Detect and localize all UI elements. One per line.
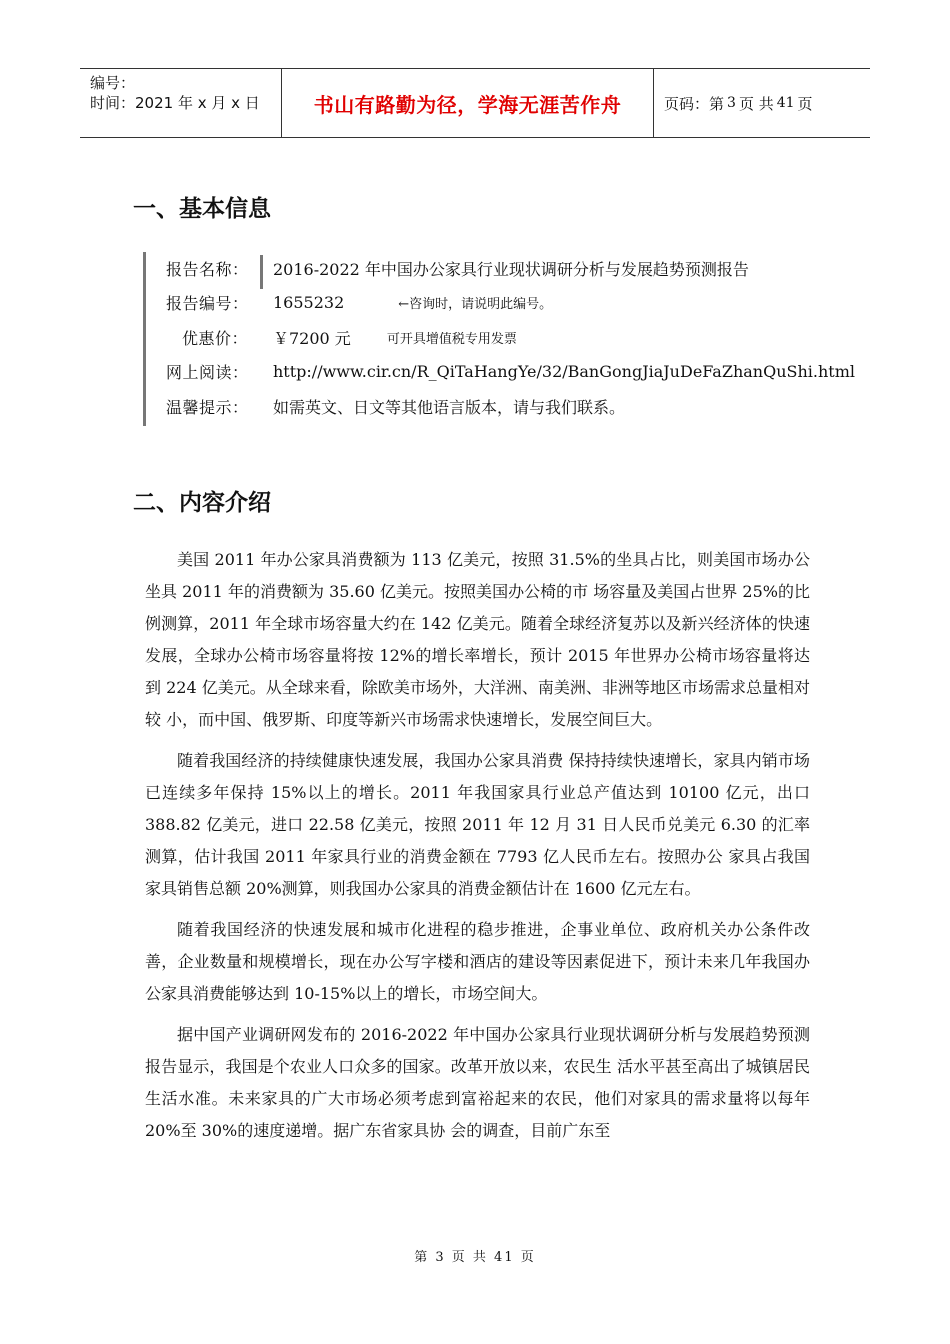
- info-value-report-number: [273, 290, 552, 314]
- info-value-tip: [273, 394, 625, 418]
- page-header: [80, 68, 870, 138]
- info-label: 优惠价：: [182, 328, 249, 348]
- info-row-price: [166, 325, 262, 349]
- page-label-prefix: 页码：第: [664, 94, 725, 113]
- info-label: 报告名称：: [166, 259, 249, 279]
- content-body: [145, 544, 810, 1156]
- content-paragraph: 随着我国经济的持续健康快速发展，我国办公家具消费 保持持续快速增长，家具内销市场已连续多年保持 15%以上的增长。2011 年我国家具行业总产值达到 10100 亿元，出口 388.82 亿美元，进口 22.58 亿美元，按照 2011 年 12 月 31 日人民币兑美元 6.30 的汇率测算，估计我国 2011 年家具行业的消费金额在 7793 亿人民币左右。按照办公 家具占我国家具销售总额 20%测算，则我国办公家具的消费金额估计在 1600 亿元左右。: [145, 751, 810, 898]
- info-label: 温馨提示：: [166, 397, 249, 417]
- info-label: 报告编号：: [166, 293, 249, 313]
- title-marker-bar: [260, 255, 263, 289]
- info-note: 可开具增值税专用发票: [386, 331, 517, 347]
- info-row-online-read: [166, 359, 262, 383]
- info-value: 如需英文、日文等其他语言版本，请与我们联系。: [273, 397, 626, 417]
- page-label-suffix: 页: [797, 94, 813, 113]
- info-note: ←咨询时，请说明此编号。: [398, 296, 553, 312]
- doc-time-label: 时间：2021 年 x 月 x 日: [90, 94, 260, 112]
- content-paragraph: 美国 2011 年办公家具消费额为 113 亿美元，按照 31.5%的坐具占比，则美国市场办公坐具 2011 年的消费额为 35.60 亿美元。按照美国办公椅的市 场容量及美国占世界 25%的比例测算，2011 年全球市场容量大约在 142 亿美元。随着全球经济复苏以及新兴经济体的快速发展，全球办公椅市场容量将按 12%的增长率增长，预计 2015 年世界办公椅市场容量将达到 224 亿美元。从全球来看，除欧美市场外，大洋洲、南美洲、非洲等地区市场需求总量相对较 小，而中国、俄罗斯、印度等新兴市场需求快速增长，发展空间巨大。: [145, 550, 810, 729]
- info-label: 网上阅读：: [166, 362, 249, 382]
- info-row-report-number: [166, 290, 262, 314]
- header-motto: 书山有路勤为径，学海无涯苦作舟: [282, 69, 654, 137]
- info-value: 1655232: [273, 292, 345, 312]
- page-footer: 第 3 页 共 41 页: [414, 1250, 536, 1265]
- info-value: 2016-2022 年中国办公家具行业现状调研分析与发展趋势预测报告: [273, 259, 749, 279]
- info-value: ￥7200 元: [273, 328, 351, 348]
- info-value-price: [273, 325, 517, 349]
- content-paragraph: 据中国产业调研网发布的 2016-2022 年中国办公家具行业现状调研分析与发展趋势预测报告显示，我国是个农业人口众多的国家。改革开放以来，农民生 活水平甚至高出了城镇居民生活水准。未来家具的广大市场必须考虑到富裕起来的农民，他们对家具的需求量将以每年 20%至 30%的速度递增。据广东省家具协 会的调查，目前广东至: [145, 1025, 810, 1140]
- page-label-mid: 页 共: [738, 94, 774, 113]
- page-total: 41: [776, 95, 795, 111]
- section-title-basic-info: 一、基本信息: [133, 196, 271, 222]
- report-url-link[interactable]: http://www.cir.cn/R_QiTaHangYe/32/BanGongJiaJuDeFaZhanQuShi.html: [273, 361, 856, 381]
- header-meta: [80, 69, 282, 137]
- doc-number-label: 编号：: [90, 74, 136, 92]
- basic-info-box: [143, 252, 856, 426]
- info-value-online-read[interactable]: [273, 359, 855, 383]
- header-page-info: [654, 69, 870, 137]
- section-title-content-intro: 二、内容介绍: [133, 490, 271, 516]
- info-value-report-name: [273, 256, 749, 280]
- info-row-report-name: [166, 256, 262, 280]
- info-row-tip: [166, 394, 262, 418]
- content-paragraph: 随着我国经济的快速发展和城市化进程的稳步推进，企事业单位、政府机关办公条件改善，企业数量和规模增长，现在办公写字楼和酒店的建设等因素促进下，预计未来几年我国办公家具消费能够达到 10-15%以上的增长，市场空间大。: [145, 920, 810, 1003]
- page-current: 3: [727, 95, 736, 111]
